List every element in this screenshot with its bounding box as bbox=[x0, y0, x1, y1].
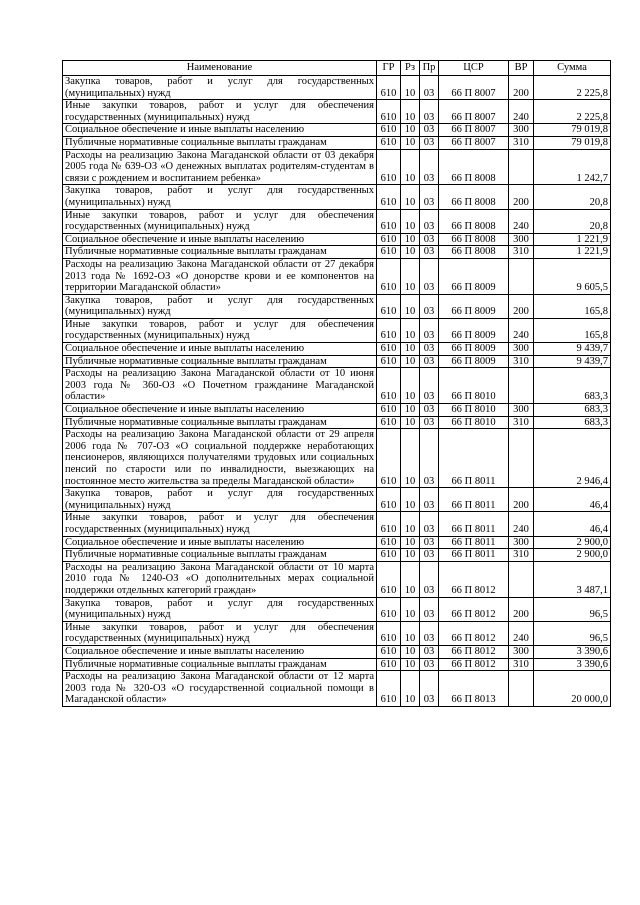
table-row bbox=[63, 209, 611, 233]
header-pr: Пр bbox=[420, 61, 439, 76]
cell-vr: 240 bbox=[509, 621, 534, 645]
cell-gr: 610 bbox=[377, 368, 401, 404]
cell-pr: 03 bbox=[420, 512, 439, 536]
cell-gr: 610 bbox=[377, 343, 401, 356]
cell-sum: 46,4 bbox=[534, 512, 611, 536]
cell-vr: 200 bbox=[509, 185, 534, 209]
cell-gr: 610 bbox=[377, 136, 401, 149]
table-row bbox=[63, 429, 611, 488]
cell-gr: 610 bbox=[377, 621, 401, 645]
cell-rz: 10 bbox=[401, 209, 420, 233]
cell-name: Публичные нормативные социальные выплаты гражданам bbox=[63, 416, 377, 429]
cell-gr: 610 bbox=[377, 561, 401, 597]
cell-sum: 683,3 bbox=[534, 416, 611, 429]
cell-sum: 79 019,8 bbox=[534, 136, 611, 149]
cell-rz: 10 bbox=[401, 512, 420, 536]
cell-name: Социальное обеспечение и иные выплаты населению bbox=[63, 536, 377, 549]
cell-vr: 240 bbox=[509, 100, 534, 124]
cell-pr: 03 bbox=[420, 209, 439, 233]
cell-pr: 03 bbox=[420, 318, 439, 342]
document-page bbox=[62, 60, 610, 707]
cell-vr bbox=[509, 149, 534, 185]
cell-sum: 20 000,0 bbox=[534, 671, 611, 707]
cell-vr: 300 bbox=[509, 645, 534, 658]
cell-gr: 610 bbox=[377, 124, 401, 137]
cell-csr: 66 П 8012 bbox=[439, 597, 509, 621]
cell-sum: 1 242,7 bbox=[534, 149, 611, 185]
cell-csr: 66 П 8008 bbox=[439, 209, 509, 233]
cell-sum: 3 390,6 bbox=[534, 658, 611, 671]
cell-sum: 683,3 bbox=[534, 404, 611, 417]
table-row bbox=[63, 561, 611, 597]
cell-csr: 66 П 8012 bbox=[439, 621, 509, 645]
cell-rz: 10 bbox=[401, 549, 420, 562]
table-row bbox=[63, 343, 611, 356]
cell-vr: 200 bbox=[509, 294, 534, 318]
cell-gr: 610 bbox=[377, 258, 401, 294]
cell-sum: 2 225,8 bbox=[534, 76, 611, 100]
cell-csr: 66 П 8013 bbox=[439, 671, 509, 707]
cell-rz: 10 bbox=[401, 294, 420, 318]
cell-pr: 03 bbox=[420, 233, 439, 246]
cell-rz: 10 bbox=[401, 246, 420, 259]
cell-csr: 66 П 8011 bbox=[439, 536, 509, 549]
table-row bbox=[63, 294, 611, 318]
cell-pr: 03 bbox=[420, 100, 439, 124]
cell-vr bbox=[509, 671, 534, 707]
cell-name: Публичные нормативные социальные выплаты гражданам bbox=[63, 549, 377, 562]
cell-rz: 10 bbox=[401, 368, 420, 404]
cell-gr: 610 bbox=[377, 549, 401, 562]
cell-rz: 10 bbox=[401, 185, 420, 209]
cell-gr: 610 bbox=[377, 645, 401, 658]
cell-pr: 03 bbox=[420, 671, 439, 707]
cell-vr: 310 bbox=[509, 658, 534, 671]
cell-gr: 610 bbox=[377, 294, 401, 318]
table-row bbox=[63, 246, 611, 259]
table-row bbox=[63, 258, 611, 294]
cell-csr: 66 П 8007 bbox=[439, 100, 509, 124]
cell-gr: 610 bbox=[377, 404, 401, 417]
cell-gr: 610 bbox=[377, 429, 401, 488]
header-vr: ВР bbox=[509, 61, 534, 76]
cell-csr: 66 П 8009 bbox=[439, 355, 509, 368]
cell-gr: 610 bbox=[377, 318, 401, 342]
cell-pr: 03 bbox=[420, 136, 439, 149]
cell-pr: 03 bbox=[420, 368, 439, 404]
cell-gr: 610 bbox=[377, 512, 401, 536]
header-gr: ГР bbox=[377, 61, 401, 76]
header-row bbox=[63, 61, 611, 76]
cell-sum: 2 900,0 bbox=[534, 536, 611, 549]
cell-csr: 66 П 8009 bbox=[439, 318, 509, 342]
cell-vr: 300 bbox=[509, 404, 534, 417]
table-header bbox=[63, 61, 611, 76]
cell-name: Публичные нормативные социальные выплаты гражданам bbox=[63, 355, 377, 368]
cell-sum: 46,4 bbox=[534, 488, 611, 512]
cell-gr: 610 bbox=[377, 100, 401, 124]
cell-pr: 03 bbox=[420, 404, 439, 417]
header-name: Наименование bbox=[63, 61, 377, 76]
cell-csr: 66 П 8008 bbox=[439, 185, 509, 209]
table-row bbox=[63, 645, 611, 658]
cell-csr: 66 П 8011 bbox=[439, 512, 509, 536]
cell-rz: 10 bbox=[401, 258, 420, 294]
cell-rz: 10 bbox=[401, 536, 420, 549]
table-row bbox=[63, 100, 611, 124]
cell-vr: 240 bbox=[509, 512, 534, 536]
cell-rz: 10 bbox=[401, 488, 420, 512]
cell-rz: 10 bbox=[401, 124, 420, 137]
cell-name: Публичные нормативные социальные выплаты гражданам bbox=[63, 658, 377, 671]
cell-csr: 66 П 8008 bbox=[439, 149, 509, 185]
cell-rz: 10 bbox=[401, 318, 420, 342]
cell-name: Социальное обеспечение и иные выплаты населению bbox=[63, 645, 377, 658]
table-row bbox=[63, 318, 611, 342]
cell-gr: 610 bbox=[377, 597, 401, 621]
cell-vr: 240 bbox=[509, 318, 534, 342]
cell-rz: 10 bbox=[401, 76, 420, 100]
cell-rz: 10 bbox=[401, 671, 420, 707]
cell-name: Социальное обеспечение и иные выплаты населению bbox=[63, 124, 377, 137]
cell-csr: 66 П 8007 bbox=[439, 124, 509, 137]
cell-rz: 10 bbox=[401, 429, 420, 488]
cell-name: Иные закупки товаров, работ и услуг для обеспечения государственных (муниципальных) нужд bbox=[63, 318, 377, 342]
table-row bbox=[63, 658, 611, 671]
cell-sum: 9 439,7 bbox=[534, 355, 611, 368]
cell-pr: 03 bbox=[420, 416, 439, 429]
cell-name: Закупка товаров, работ и услуг для государственных (муниципальных) нужд bbox=[63, 76, 377, 100]
header-csr: ЦСР bbox=[439, 61, 509, 76]
cell-gr: 610 bbox=[377, 209, 401, 233]
cell-name: Иные закупки товаров, работ и услуг для обеспечения государственных (муниципальных) нужд bbox=[63, 100, 377, 124]
cell-vr bbox=[509, 429, 534, 488]
budget-table bbox=[62, 60, 611, 707]
cell-csr: 66 П 8010 bbox=[439, 368, 509, 404]
cell-sum: 20,8 bbox=[534, 209, 611, 233]
cell-pr: 03 bbox=[420, 549, 439, 562]
cell-csr: 66 П 8012 bbox=[439, 645, 509, 658]
cell-pr: 03 bbox=[420, 124, 439, 137]
cell-rz: 10 bbox=[401, 343, 420, 356]
cell-vr: 200 bbox=[509, 488, 534, 512]
table-row bbox=[63, 597, 611, 621]
cell-csr: 66 П 8011 bbox=[439, 488, 509, 512]
cell-rz: 10 bbox=[401, 658, 420, 671]
cell-rz: 10 bbox=[401, 355, 420, 368]
cell-sum: 683,3 bbox=[534, 368, 611, 404]
cell-sum: 20,8 bbox=[534, 185, 611, 209]
cell-name: Социальное обеспечение и иные выплаты населению bbox=[63, 233, 377, 246]
cell-vr: 310 bbox=[509, 136, 534, 149]
table-row bbox=[63, 149, 611, 185]
cell-sum: 1 221,9 bbox=[534, 246, 611, 259]
table-row bbox=[63, 76, 611, 100]
cell-pr: 03 bbox=[420, 488, 439, 512]
cell-rz: 10 bbox=[401, 233, 420, 246]
cell-vr: 310 bbox=[509, 549, 534, 562]
cell-sum: 165,8 bbox=[534, 318, 611, 342]
cell-csr: 66 П 8011 bbox=[439, 549, 509, 562]
cell-sum: 3 390,6 bbox=[534, 645, 611, 658]
table-row bbox=[63, 512, 611, 536]
cell-name: Публичные нормативные социальные выплаты гражданам bbox=[63, 246, 377, 259]
table-row bbox=[63, 621, 611, 645]
cell-csr: 66 П 8009 bbox=[439, 343, 509, 356]
cell-vr bbox=[509, 561, 534, 597]
cell-vr: 300 bbox=[509, 343, 534, 356]
cell-name: Расходы на реализацию Закона Магаданской области от 10 июня 2003 года № 360-ОЗ «О Почетном гражданине Магаданской области» bbox=[63, 368, 377, 404]
cell-rz: 10 bbox=[401, 149, 420, 185]
cell-pr: 03 bbox=[420, 658, 439, 671]
cell-vr: 310 bbox=[509, 246, 534, 259]
cell-rz: 10 bbox=[401, 645, 420, 658]
cell-rz: 10 bbox=[401, 621, 420, 645]
cell-pr: 03 bbox=[420, 597, 439, 621]
cell-rz: 10 bbox=[401, 416, 420, 429]
table-row bbox=[63, 185, 611, 209]
table-row bbox=[63, 355, 611, 368]
table-row bbox=[63, 368, 611, 404]
cell-vr: 300 bbox=[509, 536, 534, 549]
cell-pr: 03 bbox=[420, 561, 439, 597]
cell-gr: 610 bbox=[377, 149, 401, 185]
cell-name: Закупка товаров, работ и услуг для государственных (муниципальных) нужд bbox=[63, 597, 377, 621]
cell-name: Социальное обеспечение и иные выплаты населению bbox=[63, 404, 377, 417]
cell-vr: 300 bbox=[509, 233, 534, 246]
cell-gr: 610 bbox=[377, 355, 401, 368]
cell-rz: 10 bbox=[401, 136, 420, 149]
cell-csr: 66 П 8012 bbox=[439, 658, 509, 671]
header-sum: Сумма bbox=[534, 61, 611, 76]
cell-pr: 03 bbox=[420, 343, 439, 356]
cell-rz: 10 bbox=[401, 100, 420, 124]
cell-gr: 610 bbox=[377, 416, 401, 429]
cell-sum: 9 439,7 bbox=[534, 343, 611, 356]
cell-sum: 2 225,8 bbox=[534, 100, 611, 124]
cell-sum: 2 900,0 bbox=[534, 549, 611, 562]
cell-vr: 200 bbox=[509, 597, 534, 621]
cell-name: Расходы на реализацию Закона Магаданской области от 27 декабря 2013 года № 1692-ОЗ «О донорстве крови и ее компонентов на территории Магаданской области» bbox=[63, 258, 377, 294]
cell-pr: 03 bbox=[420, 185, 439, 209]
table-row bbox=[63, 404, 611, 417]
table-row bbox=[63, 416, 611, 429]
table-body bbox=[63, 76, 611, 707]
cell-gr: 610 bbox=[377, 488, 401, 512]
table-row bbox=[63, 233, 611, 246]
cell-name: Закупка товаров, работ и услуг для государственных (муниципальных) нужд bbox=[63, 294, 377, 318]
table-row bbox=[63, 124, 611, 137]
cell-name: Социальное обеспечение и иные выплаты населению bbox=[63, 343, 377, 356]
cell-vr: 310 bbox=[509, 355, 534, 368]
cell-csr: 66 П 8009 bbox=[439, 258, 509, 294]
cell-csr: 66 П 8009 bbox=[439, 294, 509, 318]
table-row bbox=[63, 136, 611, 149]
cell-csr: 66 П 8007 bbox=[439, 76, 509, 100]
cell-vr: 300 bbox=[509, 124, 534, 137]
cell-sum: 96,5 bbox=[534, 597, 611, 621]
cell-name: Расходы на реализацию Закона Магаданской области от 10 марта 2010 года № 1240-ОЗ «О дополнительных мерах социальной поддержки отдельных категорий граждан» bbox=[63, 561, 377, 597]
cell-sum: 3 487,1 bbox=[534, 561, 611, 597]
cell-name: Публичные нормативные социальные выплаты гражданам bbox=[63, 136, 377, 149]
cell-name: Закупка товаров, работ и услуг для государственных (муниципальных) нужд bbox=[63, 488, 377, 512]
cell-gr: 610 bbox=[377, 536, 401, 549]
cell-name: Иные закупки товаров, работ и услуг для обеспечения государственных (муниципальных) нужд bbox=[63, 512, 377, 536]
cell-sum: 1 221,9 bbox=[534, 233, 611, 246]
cell-sum: 79 019,8 bbox=[534, 124, 611, 137]
cell-sum: 165,8 bbox=[534, 294, 611, 318]
cell-sum: 9 605,5 bbox=[534, 258, 611, 294]
cell-pr: 03 bbox=[420, 355, 439, 368]
cell-pr: 03 bbox=[420, 149, 439, 185]
cell-name: Расходы на реализацию Закона Магаданской области от 12 марта 2003 года № 320-ОЗ «О государственной социальной помощи в Магаданской области» bbox=[63, 671, 377, 707]
cell-pr: 03 bbox=[420, 536, 439, 549]
cell-csr: 66 П 8010 bbox=[439, 404, 509, 417]
cell-name: Иные закупки товаров, работ и услуг для обеспечения государственных (муниципальных) нужд bbox=[63, 621, 377, 645]
cell-rz: 10 bbox=[401, 561, 420, 597]
cell-name: Расходы на реализацию Закона Магаданской области от 03 декабря 2005 года № 639-ОЗ «О денежных выплатах родителям-студентам в связи с рождением и воспитанием ребенка» bbox=[63, 149, 377, 185]
cell-vr bbox=[509, 258, 534, 294]
cell-vr bbox=[509, 368, 534, 404]
cell-csr: 66 П 8007 bbox=[439, 136, 509, 149]
cell-name: Закупка товаров, работ и услуг для государственных (муниципальных) нужд bbox=[63, 185, 377, 209]
cell-pr: 03 bbox=[420, 258, 439, 294]
cell-rz: 10 bbox=[401, 404, 420, 417]
cell-pr: 03 bbox=[420, 76, 439, 100]
cell-pr: 03 bbox=[420, 645, 439, 658]
cell-gr: 610 bbox=[377, 185, 401, 209]
cell-gr: 610 bbox=[377, 671, 401, 707]
cell-gr: 610 bbox=[377, 658, 401, 671]
cell-gr: 610 bbox=[377, 246, 401, 259]
cell-pr: 03 bbox=[420, 246, 439, 259]
cell-vr: 200 bbox=[509, 76, 534, 100]
table-row bbox=[63, 671, 611, 707]
cell-gr: 610 bbox=[377, 233, 401, 246]
cell-gr: 610 bbox=[377, 76, 401, 100]
table-row bbox=[63, 536, 611, 549]
cell-pr: 03 bbox=[420, 621, 439, 645]
cell-rz: 10 bbox=[401, 597, 420, 621]
cell-vr: 310 bbox=[509, 416, 534, 429]
cell-name: Расходы на реализацию Закона Магаданской области от 29 апреля 2006 года № 707-ОЗ «О социальной поддержке неработающих пенсионеров, являющихся получателями трудовых или социальных пенсий по старости или по инвалидности, выезжающих на постоянное место жительства за пределы Магаданской области» bbox=[63, 429, 377, 488]
cell-csr: 66 П 8011 bbox=[439, 429, 509, 488]
table-row bbox=[63, 549, 611, 562]
cell-csr: 66 П 8012 bbox=[439, 561, 509, 597]
cell-csr: 66 П 8010 bbox=[439, 416, 509, 429]
cell-name: Иные закупки товаров, работ и услуг для обеспечения государственных (муниципальных) нужд bbox=[63, 209, 377, 233]
cell-vr: 240 bbox=[509, 209, 534, 233]
cell-csr: 66 П 8008 bbox=[439, 233, 509, 246]
header-rz: Рз bbox=[401, 61, 420, 76]
cell-csr: 66 П 8008 bbox=[439, 246, 509, 259]
cell-sum: 2 946,4 bbox=[534, 429, 611, 488]
cell-pr: 03 bbox=[420, 294, 439, 318]
cell-sum: 96,5 bbox=[534, 621, 611, 645]
cell-pr: 03 bbox=[420, 429, 439, 488]
table-row bbox=[63, 488, 611, 512]
